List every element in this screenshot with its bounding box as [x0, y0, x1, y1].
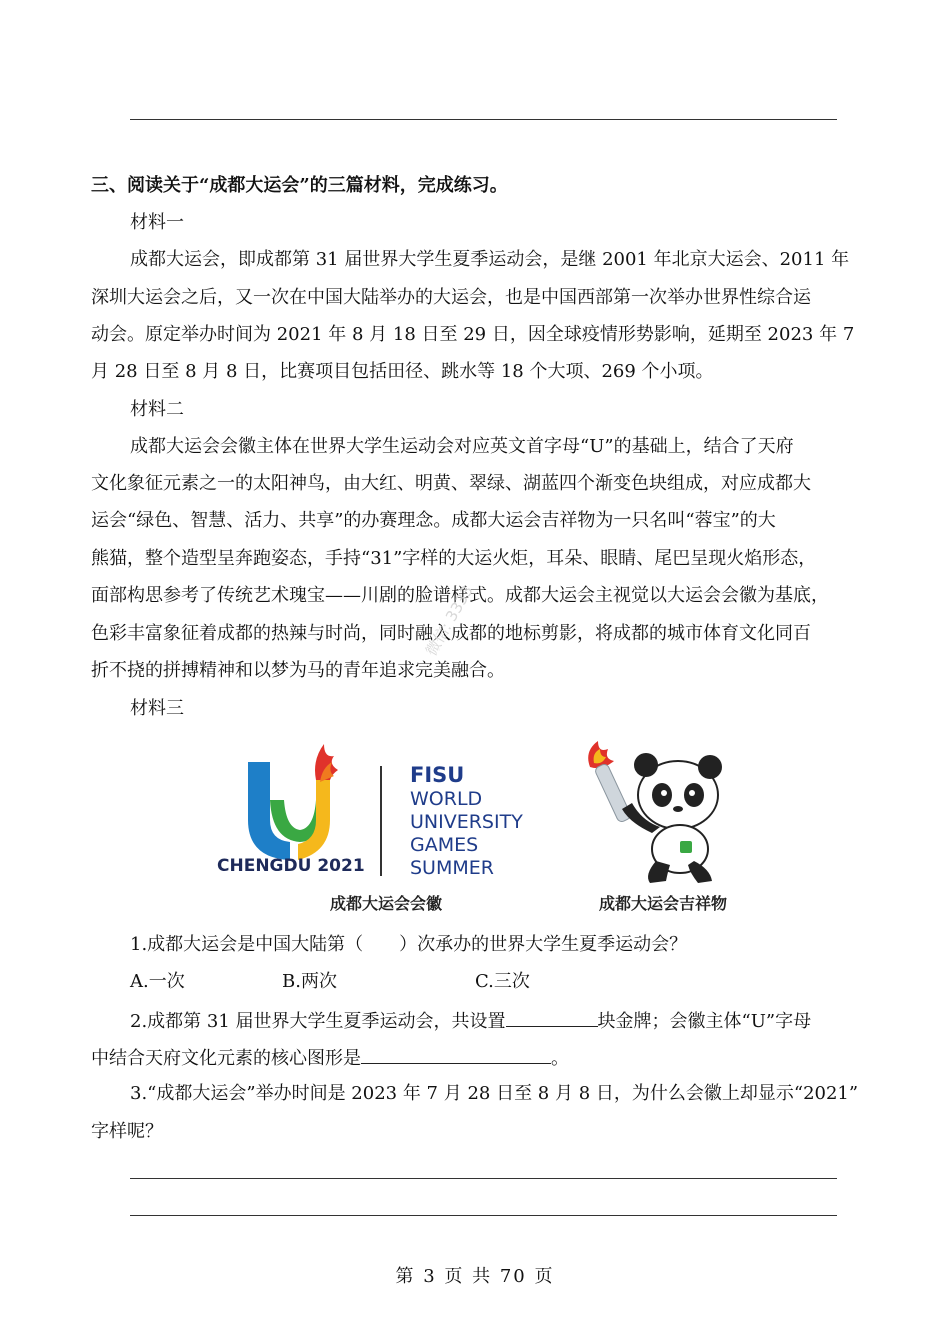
material2-line-4: 熊猫，整个造型呈奔跑姿态，手持“31”字样的大运火炬，耳朵、眼睛、尾巴呈现火焰形态，	[91, 548, 817, 569]
panda-ear-right	[698, 755, 722, 779]
question-2-line-1	[130, 1008, 861, 1034]
fisu-line-university: UNIVERSITY	[410, 811, 523, 833]
section-heading: 三、阅读关于“成都大运会”的三篇材料，完成练习。	[91, 175, 508, 196]
option-b[interactable]: B.两次	[282, 971, 337, 992]
question-2-text-c: 中结合天府文化元素的核心图形是	[91, 1048, 361, 1069]
material1-line-1: 成都大运会，即成都第 31 届世界大学生夏季运动会，是继 2001 年北京大运会、2011 年	[130, 249, 850, 270]
question-2-line-2	[91, 1045, 861, 1071]
material2-line-6: 色彩丰富象征着成都的热辣与时尚，同时融入成都的地标剪影，将成都的城市体育文化同百	[91, 623, 811, 644]
option-c[interactable]: C.三次	[475, 971, 530, 992]
question-1: 1.成都大运会是中国大陆第（ ）次承办的世界大学生夏季运动会？	[130, 934, 688, 955]
emblem-caption: 成都大运会会徽	[330, 894, 443, 913]
panda-ear-left	[634, 753, 658, 777]
question-3-line-2: 字样呢？	[91, 1121, 163, 1142]
material2-line-1: 成都大运会会徽主体在世界大学生运动会对应英文首字母“U”的基础上，结合了天府	[130, 436, 794, 457]
material1-label: 材料一	[130, 212, 184, 233]
panda-badge	[680, 841, 692, 853]
fisu-line-games: GAMES	[410, 834, 479, 856]
material1-line-4: 月 28 日至 8 月 8 日，比赛项目包括田径、跳水等 18 个大项、269 个小项。	[91, 361, 714, 382]
material2-line-3: 运会“绿色、智慧、活力、共享”的办赛理念。成都大运会吉祥物为一只名叫“蓉宝”的大	[91, 510, 776, 531]
material2-line-5: 面部构思参考了传统艺术瑰宝——川剧的脸谱样式。成都大运会主视觉以大运会会徽为基底，	[91, 585, 829, 606]
question-2-text-a: 2.成都第 31 届世界大学生夏季运动会，共设置	[130, 1011, 506, 1032]
option-a[interactable]: A.一次	[130, 971, 185, 992]
watermark: 微信: 3333	[422, 582, 477, 660]
gold-medal-count-blank[interactable]	[506, 1008, 598, 1027]
emblem-divider	[380, 766, 382, 876]
fisu-line-summer: SUMMER	[410, 857, 494, 879]
answer-line-2[interactable]	[130, 1215, 837, 1216]
mascot-caption: 成都大运会吉祥物	[599, 894, 728, 913]
answer-line-top	[130, 119, 837, 120]
panda-nose	[673, 806, 683, 812]
material2-label: 材料二	[130, 399, 184, 420]
question-2-text-d: 。	[551, 1048, 569, 1069]
fisu-line-world: WORLD	[410, 788, 483, 810]
fisu-title: FISU	[410, 763, 465, 787]
page-number: 第 3 页 共 70 页	[395, 1266, 555, 1287]
emblem-u-logo	[240, 740, 360, 860]
material2-line-2: 文化象征元素之一的太阳神鸟，由大红、明黄、翠绿、湖蓝四个渐变色块组成，对应成都大	[91, 473, 811, 494]
question-3-line-1: 3.“成都大运会”举办时间是 2023 年 7 月 28 日至 8 月 8 日，为什么会徽上却显示“2021”	[130, 1083, 859, 1104]
material1-line-2: 深圳大运会之后，又一次在中国大陆举办的大运会，也是中国西部第一次举办世界性综合运	[91, 287, 811, 308]
material3-label: 材料三	[130, 698, 184, 719]
material1-line-3: 动会。原定举办时间为 2021 年 8 月 18 日至 29 日，因全球疫情形势影响，延期至 2023 年 7	[91, 324, 855, 345]
material2-line-7: 折不挠的拼搏精神和以梦为马的青年追求完美融合。	[91, 660, 505, 681]
mascot-panda-image	[580, 737, 740, 887]
core-graphic-blank[interactable]	[361, 1045, 551, 1064]
answer-line-1[interactable]	[130, 1178, 837, 1179]
panda-leg-left	[648, 861, 670, 883]
question-2-text-b: 块金牌；会徽主体“U”字母	[597, 1011, 812, 1032]
question-1-options	[130, 970, 861, 994]
emblem-city-text: CHENGDU 2021	[217, 856, 365, 876]
